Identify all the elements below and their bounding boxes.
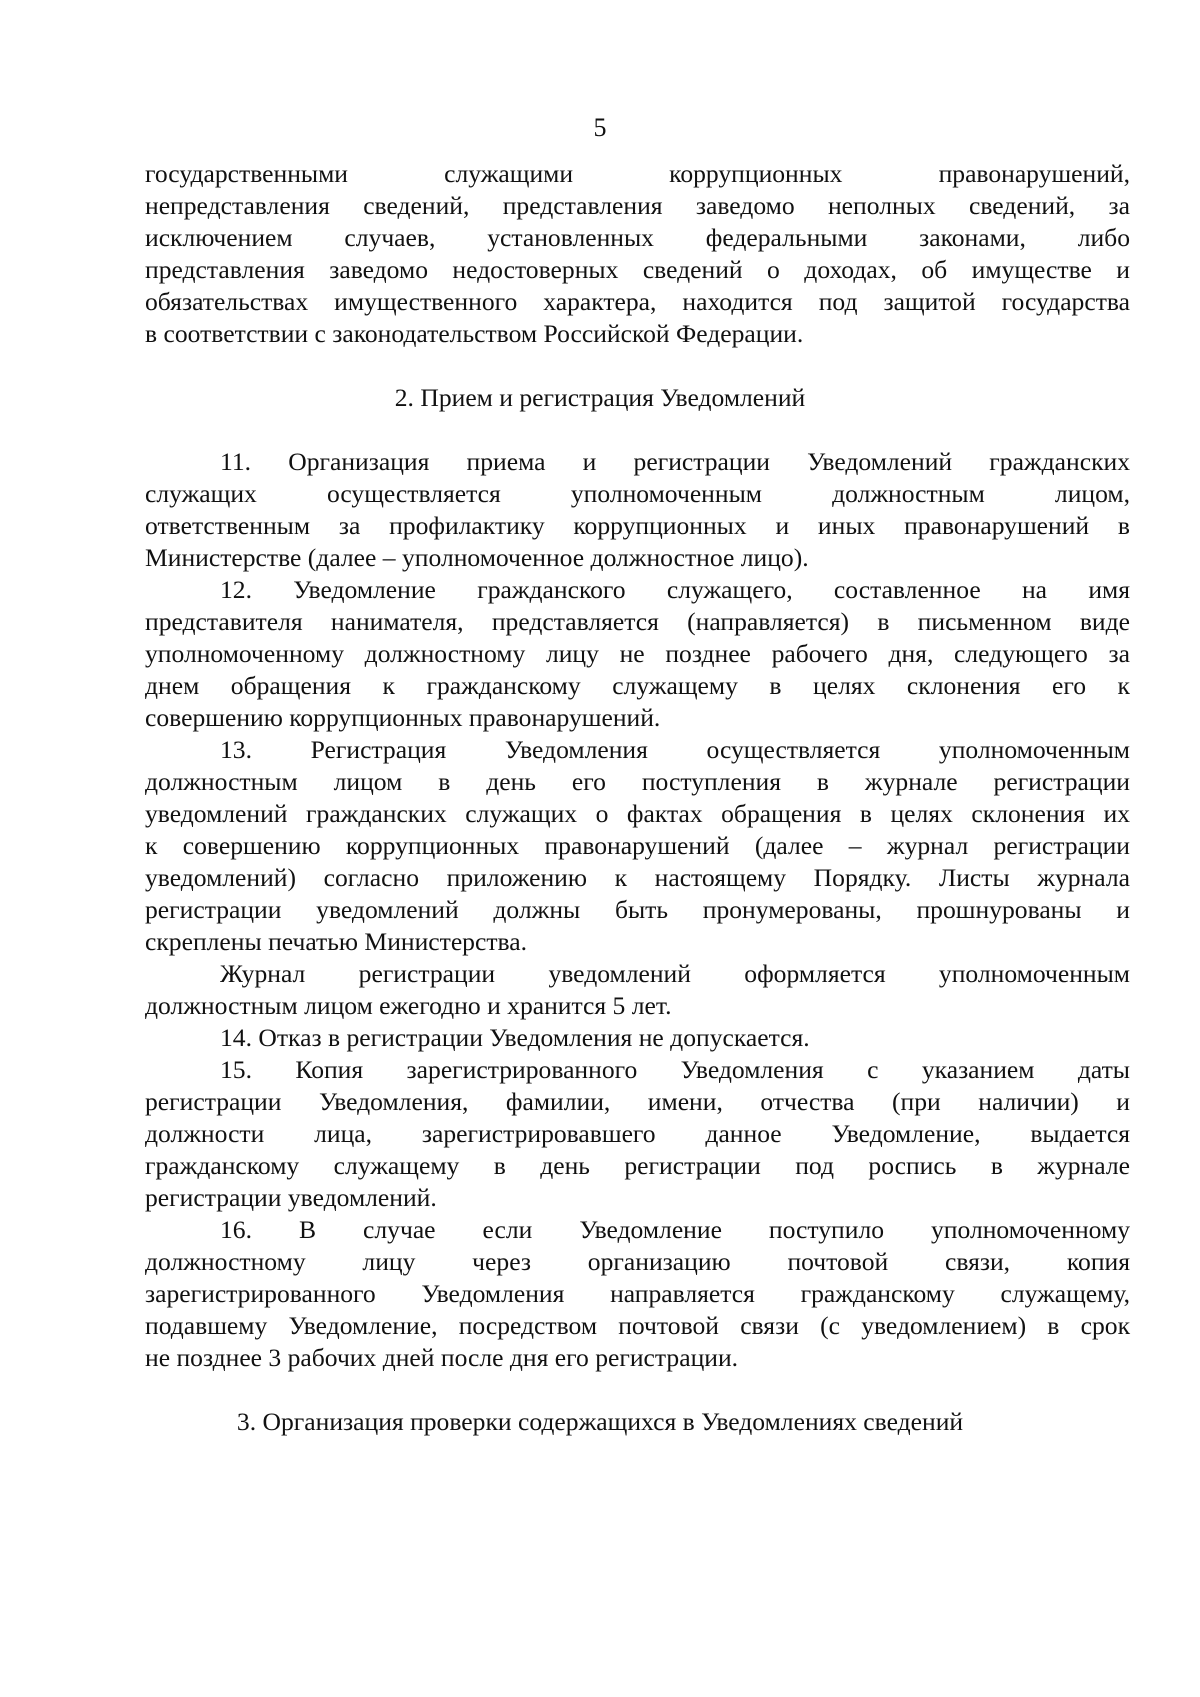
text-line: государственными служащими коррупционных правонарушений, [145,159,1130,188]
text-line: 15. Копия зарегистрированного Уведомления с указанием даты [220,1055,1130,1084]
text-line: к совершению коррупционных правонарушений (далее – журнал регистрации [145,831,1130,860]
text-line: должностным лицом ежегодно и хранится 5 лет. [145,991,672,1020]
section-heading: 2. Прием и регистрация Уведомлений [394,383,806,412]
page-number: 5 [593,113,607,142]
text-line: уведомлений гражданских служащих о фактах обращения в целях склонения их [145,799,1130,828]
text-line: служащих осуществляется уполномоченным должностным лицом, [145,479,1130,508]
text-line: 11. Организация приема и регистрации Уведомлений гражданских [220,447,1130,476]
text-line: совершению коррупционных правонарушений. [145,703,661,732]
text-line: представления заведомо недостоверных сведений о доходах, об имуществе и [145,255,1130,284]
text-line: ответственным за профилактику коррупционных и иных правонарушений в [145,511,1130,540]
text-line: днем обращения к гражданскому служащему в целях склонения его к [145,671,1130,700]
text-line: должностному лицу через организацию почтовой связи, копия [145,1247,1130,1276]
section-heading: 3. Организация проверки содержащихся в Уведомлениях сведений [236,1407,964,1436]
text-line: Журнал регистрации уведомлений оформляется уполномоченным [220,959,1130,988]
text-line: не позднее 3 рабочих дней после дня его регистрации. [145,1343,739,1372]
text-line: Министерстве (далее – уполномоченное должностное лицо). [145,543,809,572]
text-line: уведомлений) согласно приложению к настоящему Порядку. Листы журнала [145,863,1130,892]
text-line: в соответствии с законодательством Российской Федерации. [145,319,804,348]
text-line: подавшему Уведомление, посредством почтовой связи (с уведомлением) в срок [145,1311,1130,1340]
text-line: исключением случаев, установленных федеральными законами, либо [145,223,1130,252]
text-line: регистрации Уведомления, фамилии, имени, отчества (при наличии) и [145,1087,1130,1116]
text-line: регистрации уведомлений. [145,1183,437,1212]
text-line: скреплены печатью Министерства. [145,927,528,956]
text-line: 12. Уведомление гражданского служащего, составленное на имя [220,575,1130,604]
text-line: 16. В случае если Уведомление поступило уполномоченному [220,1215,1130,1244]
text-line: гражданскому служащему в день регистрации под роспись в журнале [145,1151,1130,1180]
text-line: зарегистрированного Уведомления направляется гражданскому служащему, [145,1279,1130,1308]
text-line: обязательствах имущественного характера, находится под защитой государства [145,287,1130,316]
text-line: должности лица, зарегистрировавшего данное Уведомление, выдается [145,1119,1130,1148]
text-line: регистрации уведомлений должны быть пронумерованы, прошнурованы и [145,895,1130,924]
text-line: непредставления сведений, представления заведомо неполных сведений, за [145,191,1130,220]
text-line: представителя нанимателя, представляется (направляется) в письменном виде [145,607,1130,636]
text-line: должностным лицом в день его поступления в журнале регистрации [145,767,1130,796]
text-line: 14. Отказ в регистрации Уведомления не допускается. [220,1023,810,1052]
text-line: уполномоченному должностному лицу не позднее рабочего дня, следующего за [145,639,1130,668]
text-line: 13. Регистрация Уведомления осуществляется уполномоченным [220,735,1130,764]
